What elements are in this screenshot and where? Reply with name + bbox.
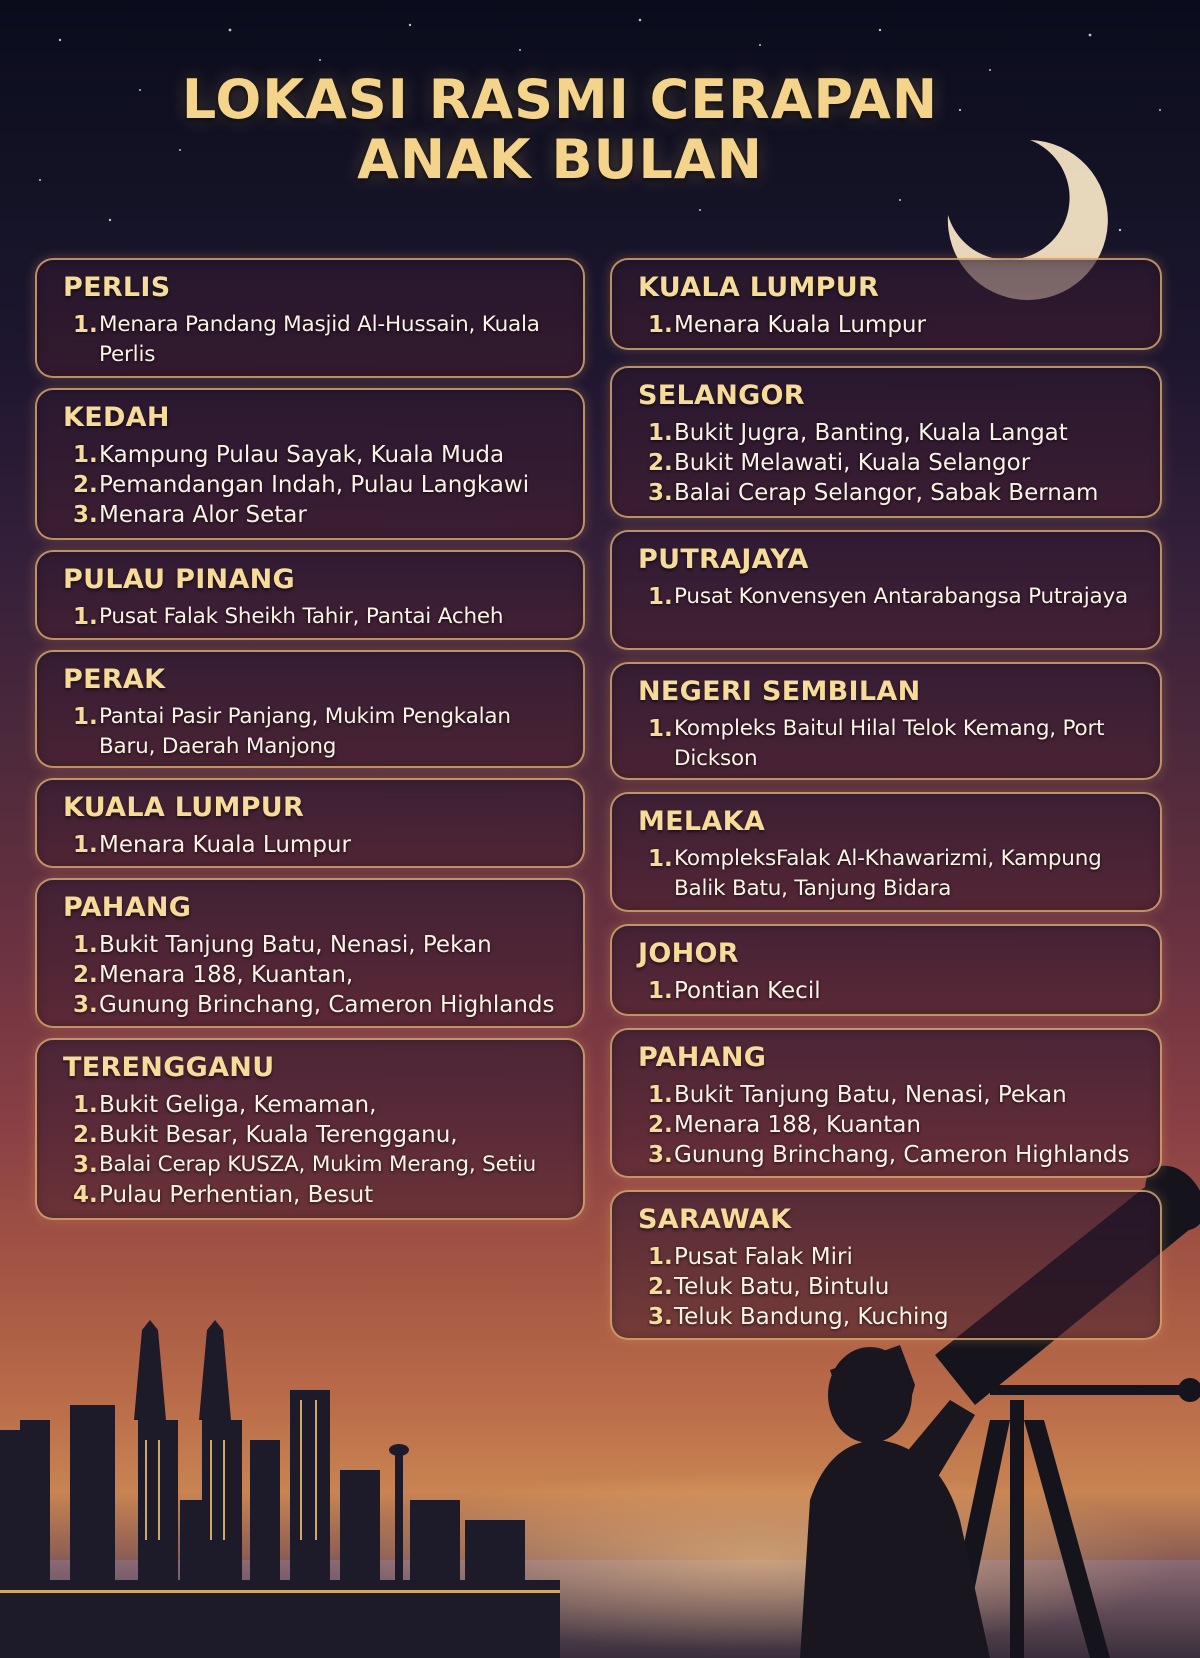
location-text: Gunung Brinchang, Cameron Highlands: [674, 1142, 1130, 1168]
location-text: Bukit Tanjung Batu, Nenasi, Pekan: [674, 1082, 1067, 1108]
location-list: [63, 702, 565, 762]
right-card-putrajaya: [610, 530, 1162, 650]
location-list: [63, 930, 565, 1020]
location-item: [648, 976, 1142, 1006]
item-number: 1.: [648, 846, 673, 872]
item-number: 1.: [73, 832, 98, 858]
location-text: Teluk Bandung, Kuching: [674, 1304, 949, 1330]
state-heading: KUALA LUMPUR: [638, 272, 880, 303]
location-item: [648, 1140, 1142, 1170]
right-card-pahang: [610, 1028, 1162, 1178]
item-number: 1.: [73, 704, 98, 730]
item-number: 1.: [648, 1244, 673, 1270]
location-text: Pantai Pasir Panjang, Mukim Pengkalan Baru, Daerah Manjong: [99, 704, 511, 759]
item-number: 1.: [73, 442, 98, 468]
right-card-selangor: [610, 366, 1162, 518]
item-number: 1.: [648, 978, 673, 1004]
page-title: [0, 70, 1120, 190]
location-list: [638, 582, 1142, 612]
location-list: [638, 844, 1142, 904]
location-list: [63, 310, 565, 370]
item-number: 1.: [648, 584, 673, 610]
left-card-terengganu: [35, 1038, 585, 1220]
item-number: 1.: [648, 312, 673, 338]
right-card-sarawak: [610, 1190, 1162, 1340]
location-item: [73, 1150, 565, 1180]
location-item: [648, 478, 1142, 508]
state-heading: PERLIS: [63, 272, 171, 303]
location-text: Pontian Kecil: [674, 978, 821, 1004]
location-item: [648, 1302, 1142, 1332]
item-number: 2.: [73, 1122, 98, 1148]
item-number: 3.: [648, 1304, 673, 1330]
city-skyline: [0, 1320, 560, 1658]
item-number: 1.: [73, 1092, 98, 1118]
location-text: Teluk Batu, Bintulu: [674, 1274, 890, 1300]
left-card-pahang: [35, 878, 585, 1028]
location-list: [63, 440, 565, 530]
state-heading: NEGERI SEMBILAN: [638, 676, 921, 707]
location-item: [73, 990, 565, 1020]
location-text: Menara 188, Kuantan,: [99, 962, 354, 988]
state-heading: SELANGOR: [638, 380, 805, 411]
location-item: [648, 844, 1142, 904]
location-item: [73, 440, 565, 470]
location-item: [73, 602, 565, 632]
location-text: Balai Cerap KUSZA, Mukim Merang, Setiu: [99, 1152, 537, 1177]
location-item: [73, 1090, 565, 1120]
location-item: [73, 1180, 565, 1210]
item-number: 2.: [648, 1274, 673, 1300]
left-card-pulau-pinang: [35, 550, 585, 640]
state-heading: KUALA LUMPUR: [63, 792, 305, 823]
location-list: [638, 310, 1142, 340]
item-number: 1.: [648, 1082, 673, 1108]
state-heading: KEDAH: [63, 402, 170, 433]
location-text: Kompleks Baitul Hilal Telok Kemang, Port Dickson: [674, 716, 1105, 771]
location-item: [648, 1110, 1142, 1140]
location-item: [73, 960, 565, 990]
state-heading: MELAKA: [638, 806, 766, 837]
location-item: [73, 830, 565, 860]
item-number: 3.: [73, 1152, 98, 1178]
location-text: Menara Kuala Lumpur: [99, 832, 351, 858]
location-text: Pusat Falak Sheikh Tahir, Pantai Acheh: [99, 604, 504, 629]
location-item: [648, 582, 1142, 612]
right-card-negeri-sembilan: [610, 662, 1162, 780]
item-number: 3.: [648, 480, 673, 506]
state-heading: JOHOR: [638, 938, 739, 969]
location-list: [63, 830, 565, 860]
state-heading: PUTRAJAYA: [638, 544, 809, 575]
location-text: Pusat Falak Miri: [674, 1244, 853, 1270]
state-heading: SARAWAK: [638, 1204, 792, 1235]
location-item: [73, 470, 565, 500]
location-text: Gunung Brinchang, Cameron Highlands: [99, 992, 555, 1018]
location-text: Pusat Konvensyen Antarabangsa Putrajaya: [674, 584, 1129, 609]
location-list: [638, 714, 1142, 774]
location-text: Bukit Jugra, Banting, Kuala Langat: [674, 420, 1068, 446]
item-number: 3.: [73, 992, 98, 1018]
location-item: [73, 1120, 565, 1150]
location-list: [63, 1090, 565, 1210]
location-item: [648, 1080, 1142, 1110]
location-text: Menara Pandang Masjid Al-Hussain, Kuala Perlis: [99, 312, 540, 367]
item-number: 2.: [648, 1112, 673, 1138]
location-item: [73, 930, 565, 960]
item-number: 3.: [648, 1142, 673, 1168]
location-text: Menara Kuala Lumpur: [674, 312, 926, 338]
location-list: [638, 418, 1142, 508]
location-item: [648, 714, 1142, 774]
state-heading: PULAU PINANG: [63, 564, 295, 595]
location-text: Menara 188, Kuantan: [674, 1112, 921, 1138]
right-card-johor: [610, 924, 1162, 1016]
location-item: [648, 310, 1142, 340]
title-line-1: LOKASI RASMI CERAPAN: [181, 68, 939, 131]
location-text: KompleksFalak Al-Khawarizmi, Kampung Balik Batu, Tanjung Bidara: [674, 846, 1102, 901]
left-card-kuala-lumpur: [35, 778, 585, 868]
location-list: [63, 602, 565, 632]
location-text: Kampung Pulau Sayak, Kuala Muda: [99, 442, 505, 468]
item-number: 2.: [73, 962, 98, 988]
location-list: [638, 1242, 1142, 1332]
location-text: Menara Alor Setar: [99, 502, 307, 528]
item-number: 2.: [73, 472, 98, 498]
location-text: Balai Cerap Selangor, Sabak Bernam: [674, 480, 1099, 506]
item-number: 1.: [73, 312, 98, 338]
location-item: [73, 702, 565, 762]
right-card-kuala-lumpur: [610, 258, 1162, 350]
location-text: Pemandangan Indah, Pulau Langkawi: [99, 472, 530, 498]
title-line-2: ANAK BULAN: [357, 128, 763, 191]
item-number: 1.: [648, 420, 673, 446]
item-number: 1.: [73, 932, 98, 958]
item-number: 1.: [73, 604, 98, 630]
location-item: [648, 1272, 1142, 1302]
location-item: [73, 310, 565, 370]
location-text: Bukit Tanjung Batu, Nenasi, Pekan: [99, 932, 492, 958]
left-card-perlis: [35, 258, 585, 378]
item-number: 4.: [73, 1182, 98, 1208]
state-heading: TERENGGANU: [63, 1052, 275, 1083]
location-item: [73, 500, 565, 530]
location-list: [638, 976, 1142, 1006]
state-heading: PAHANG: [63, 892, 192, 923]
location-item: [648, 418, 1142, 448]
location-text: Bukit Melawati, Kuala Selangor: [674, 450, 1031, 476]
location-item: [648, 448, 1142, 478]
state-heading: PAHANG: [638, 1042, 767, 1073]
item-number: 1.: [648, 716, 673, 742]
location-text: Bukit Besar, Kuala Terengganu,: [99, 1122, 458, 1148]
location-item: [648, 1242, 1142, 1272]
item-number: 2.: [648, 450, 673, 476]
left-card-perak: [35, 650, 585, 768]
item-number: 3.: [73, 502, 98, 528]
location-text: Pulau Perhentian, Besut: [99, 1182, 374, 1208]
location-list: [638, 1080, 1142, 1170]
left-card-kedah: [35, 388, 585, 540]
location-text: Bukit Geliga, Kemaman,: [99, 1092, 377, 1118]
state-heading: PERAK: [63, 664, 166, 695]
right-card-melaka: [610, 792, 1162, 912]
